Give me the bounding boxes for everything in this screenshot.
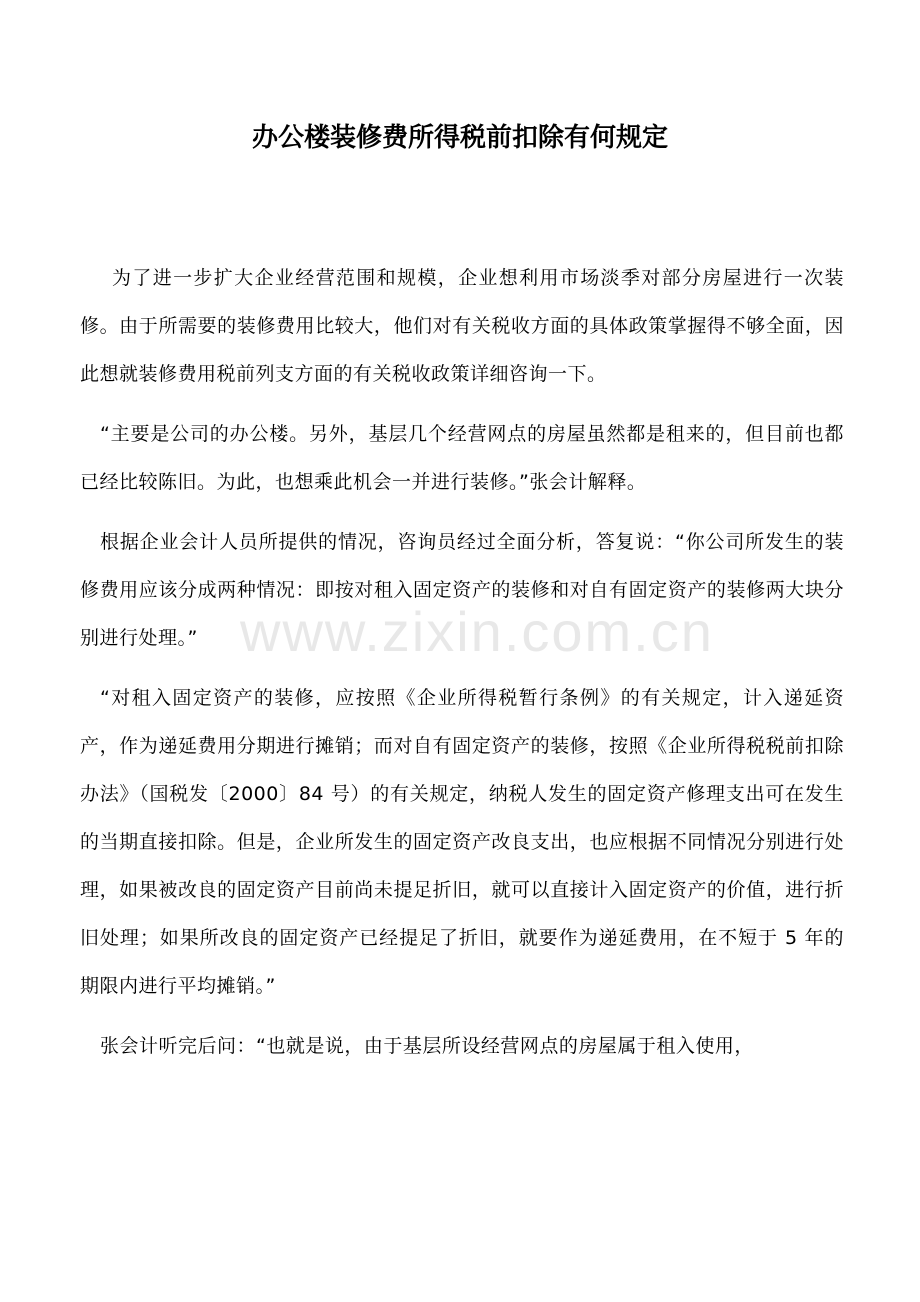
paragraph-regulation-detail: “对租入固定资产的装修，应按照《企业所得税暂行条例》的有关规定，计入递延资产，作为递延费用分期进行摊销；而对自有固定资产的装修，按照《企业所得税税前扣除办法》（国税发〔2000〕84 号）的有关规定，纳税人发生的固定资产修理支出可在发生的当期直接扣除。但是，企业所发生的固定资产改良支出，也应根据不同情况分别进行处理，如果被改良的固定资产目前尚未提足折旧，就可以直接计入固定资产的价值，进行折旧处理；如果所改良的固定资产已经提足了折旧，就要作为递延费用，在不短于 5 年的期限内进行平均摊销。” bbox=[80, 687, 844, 997]
document-body bbox=[80, 254, 844, 1082]
watermark-text: www.zixin.com.cn bbox=[240, 600, 714, 663]
paragraph-intro: 为了进一步扩大企业经营范围和规模，企业想利用市场淡季对部分房屋进行一次装修。由于所需要的装修费用比较大，他们对有关税收方面的具体政策掌握得不够全面，因此想就装修费用税前列支方面的有关税收政策详细咨询一下。 bbox=[80, 267, 844, 385]
paragraph-follow-up-question: 张会计听完后问：“也就是说，由于基层所设经营网点的房屋属于租入使用， bbox=[100, 1035, 754, 1057]
paragraph-accountant-quote: “主要是公司的办公楼。另外，基层几个经营网点的房屋虽然都是租来的，但目前也都已经比较陈旧。为此，也想乘此机会一并进行装修。”张会计解释。 bbox=[80, 423, 844, 493]
paragraph-consultant-answer: 根据企业会计人员所提供的情况，咨询员经过全面分析，答复说：“你公司所发生的装修费用应该分成两种情况：即按对租入固定资产的装修和对自有固定资产的装修两大块分别进行处理。” bbox=[80, 531, 844, 649]
document-title: 办公楼装修费所得税前扣除有何规定 bbox=[251, 123, 668, 153]
